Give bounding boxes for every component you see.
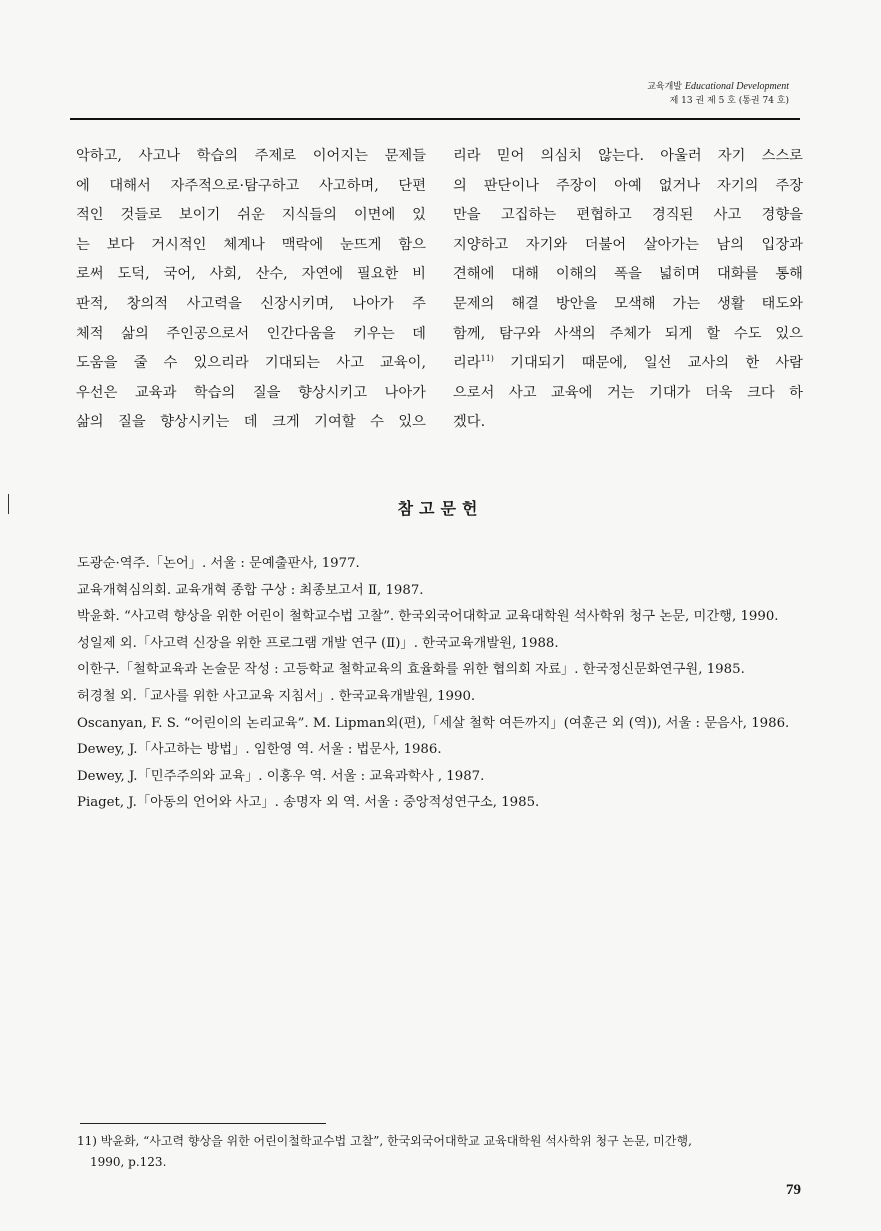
body-line-with-footnote (453, 349, 803, 379)
reference-item: 허경철 외.「교사를 위한 사고교육 지침서」. 한국교육개발원, 1990. (77, 688, 476, 704)
issue-info: 제 13 권 제 5 호 (통권 74 호) (669, 96, 789, 106)
reference-list (77, 551, 807, 817)
footnote-text-cont: 1990, p.123. (90, 1155, 167, 1169)
reference-item: 박윤화. “사고력 향상을 위한 어린이 철학교수법 고찰”. 한국외국어대학교 교육대학원 석사학위 청구 논문, 미간행, 1990. (77, 609, 779, 625)
body-line: 문제의 해결 방안을 모색해 가는 생활 태도와 (453, 295, 803, 312)
body-line: 지양하고 자기와 더불어 살아가는 남의 입장과 (453, 236, 803, 253)
body-line: 에 대해서 자주적으로·탐구하고 사고하며, 단편 (76, 177, 426, 194)
body-line: 판적, 창의적 사고력을 신장시키며, 나아가 주 (76, 295, 426, 312)
reference-item: 도광순·역주.「논어」. 서울 : 문예출판사, 1977. (77, 556, 360, 571)
page-number: 79 (786, 1182, 801, 1198)
journal-title-ko: 교육개발 (647, 82, 682, 92)
footnote-marker: 11) (480, 354, 494, 364)
body-line: 체적 삶의 주인공으로서 인간다움을 키우는 데 (76, 325, 426, 342)
body-line: 견해에 대해 이해의 폭을 넓히며 대화를 통해 (453, 266, 803, 283)
body-line: 적인 것들로 보이기 쉬운 지식들의 이면에 있 (76, 207, 426, 224)
footnote (77, 1131, 807, 1173)
body-text: 리라 (453, 355, 481, 372)
body-line: 도움을 줄 수 있으리라 기대되는 사고 교육이, (76, 355, 426, 372)
body-line: 만을 고집하는 편협하고 경직된 사고 경향을 (453, 207, 803, 224)
body-line: 겠다. (453, 414, 486, 431)
body-line: 우선은 교육과 학습의 질을 향상시키고 나아가 (76, 384, 426, 401)
body-column-right (453, 142, 803, 438)
footnote-text: 11) 박윤화, “사고력 향상을 위한 어린이철학교수법 고찰”, 한국외국어대학교 교육대학원 석사학위 청구 논문, 미간행, (77, 1134, 692, 1148)
body-line: 함께, 탐구와 사색의 주체가 되게 할 수도 있으 (453, 325, 803, 342)
references-heading: 참고문헌 (397, 499, 484, 518)
reference-item: 이한구.「철학교육과 논술문 작성 : 고등학교 철학교육의 효율화를 위한 협의회 자료」. 한국정신문화연구원, 1985. (77, 662, 745, 678)
body-line: 는 보다 거시적인 체계나 맥락에 눈뜨게 함으 (76, 236, 426, 253)
body-line: 삶의 질을 향상시키는 데 크게 기여할 수 있으 (76, 414, 426, 431)
running-header (647, 80, 789, 108)
body-line: 리라 믿어 의심치 않는다. 아울러 자기 스스로 (453, 148, 803, 164)
body-line: 의 판단이나 주장이 아예 없거나 자기의 주장 (453, 177, 803, 194)
reference-item: Dewey, J.「사고하는 방법」. 임한영 역. 서울 : 법문사, 1986. (77, 742, 442, 758)
body-column-left (76, 142, 426, 438)
reference-item: Oscanyan, F. S. “어린이의 논리교육”. M. Lipman외(편),「세살 철학 여든까지」(여훈근 외 (역)), 서울 : 문음사, 1986. (77, 715, 790, 731)
reference-item: 교육개혁심의회. 교육개혁 종합 구상 : 최종보고서 Ⅱ, 1987. (77, 582, 424, 598)
reference-item: Piaget, J.「아동의 언어와 사고」. 송명자 외 역. 서울 : 중앙적성연구소, 1985. (77, 795, 540, 811)
footnote-rule (80, 1123, 326, 1124)
body-line: 로써 도덕, 국어, 사회, 산수, 자연에 필요한 비 (76, 266, 426, 283)
journal-title-en: Educational Development (684, 81, 789, 92)
body-line: 으로서 사고 교육에 거는 기대가 더욱 크다 하 (453, 384, 803, 401)
header-rule (70, 118, 800, 120)
body-line: 악하고, 사고나 학습의 주제로 이어지는 문제들 (76, 148, 426, 164)
body-text: 기대되기 때문에, 일선 교사의 한 사람 (493, 355, 803, 372)
reference-item: 성일제 외.「사고력 신장을 위한 프로그램 개발 연구 (Ⅱ)」. 한국교육개발원, 1988. (77, 635, 559, 651)
reference-item: Dewey, J.「민주주의와 교육」. 이홍우 역. 서울 : 교육과학사 , 1987. (77, 768, 485, 784)
